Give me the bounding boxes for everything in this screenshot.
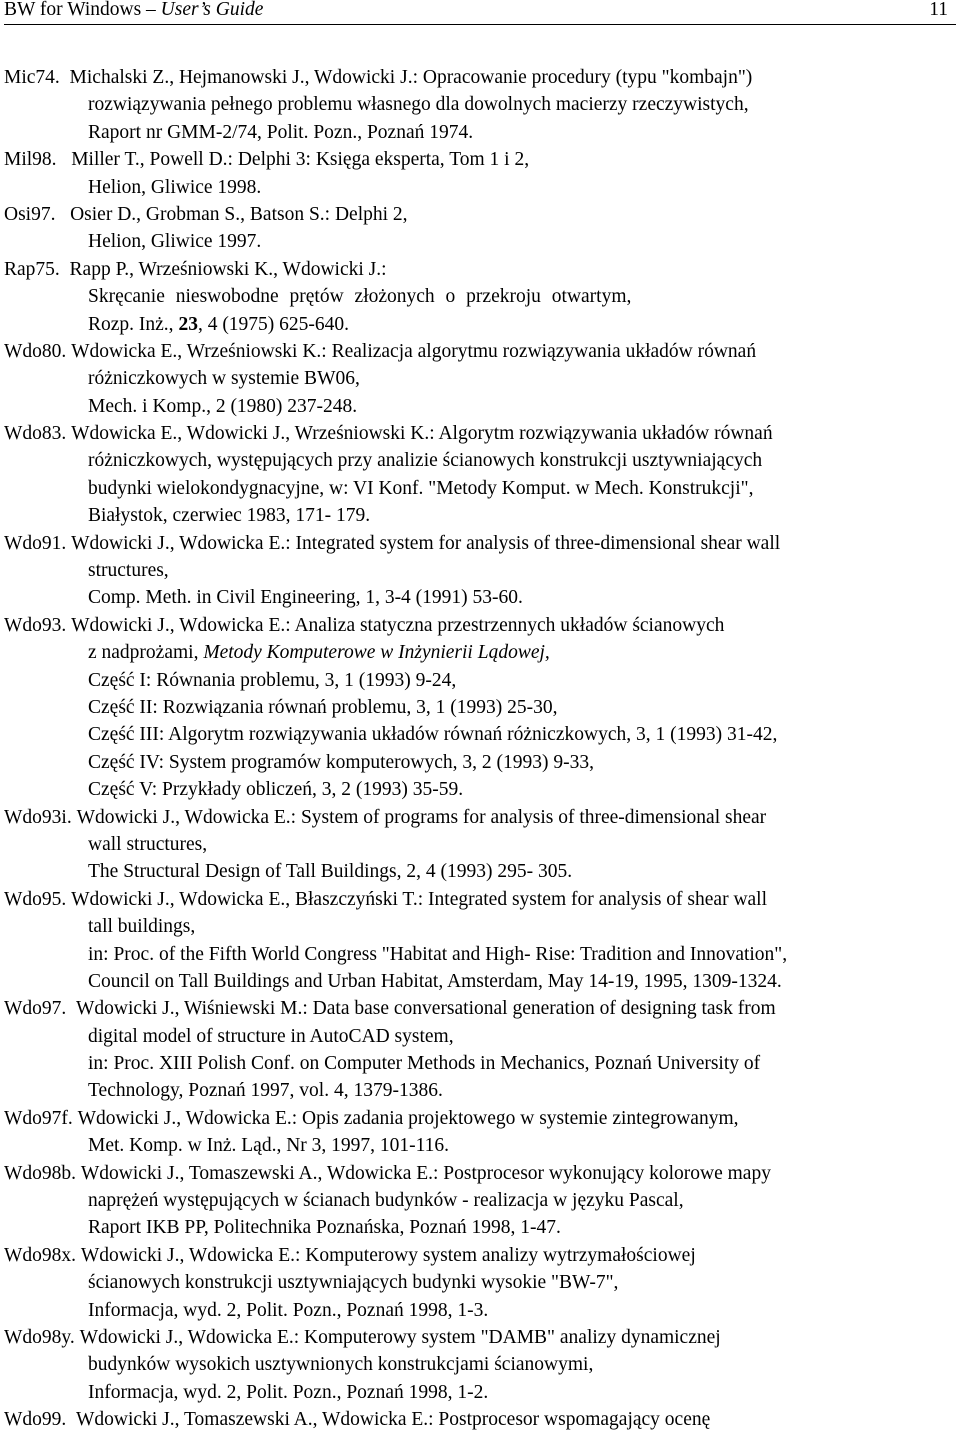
reference-text: Wdowicki J., Wdowicka E.: Opis zadania projektowego w systemie zintegrowanym, [77, 1107, 739, 1129]
reference-text: Wdowicka E., Wdowicki J., Wrześniowski K.: Algorytm rozwiązywania układów równań [71, 423, 773, 445]
reference-text: Miller T., Powell D.: Delphi 3: Księga eksperta, Tom 1 i 2, [71, 149, 530, 171]
reference-text: Council on Tall Buildings and Urban Habitat, Amsterdam, May 14-19, 1995, 1309-1324. [88, 970, 782, 992]
reference-code: Mil98. [4, 149, 57, 171]
reference-item [4, 1160, 956, 1242]
reference-text: Część III: Algorytm rozwiązywania układów równań różniczkowych, 3, 1 (1993) 31-42, [88, 724, 778, 746]
reference-text: Wdowicki J., Wdowicka E.: Komputerowy system analizy wytrzymałościowej [80, 1244, 696, 1266]
reference-text: Część I: Równania problemu, 3, 1 (1993) 9-24, [88, 669, 457, 691]
reference-text: structures, [88, 560, 169, 582]
reference-text: Białystok, czerwiec 1983, 171- 179. [88, 505, 371, 527]
reference-item [4, 256, 956, 338]
reference-list [4, 64, 956, 1434]
reference-text: Część V: Przykłady obliczeń, 3, 2 (1993) 35-59. [88, 779, 464, 801]
reference-code: Mic74. [4, 67, 60, 88]
reference-item [4, 420, 956, 530]
reference-item [4, 146, 956, 201]
reference-text: wall structures, [88, 833, 208, 855]
reference-item [4, 338, 956, 420]
reference-text: Wdowicki J., Tomaszewski A., Wdowicka E.: Postprocesor wspomagający ocenę [76, 1409, 711, 1431]
reference-code: Wdo91. [4, 532, 67, 554]
reference-text: Informacja, wyd. 2, Polit. Pozn., Poznań 1998, 1-2. [88, 1381, 489, 1403]
reference-text: Skręcanie nieswobodne prętów złożonych o przekroju otwartym, [88, 286, 632, 308]
reference-item [4, 201, 956, 256]
reference-text: rozwiązywania pełnego problemu własnego dla dowolnych macierzy rzeczywistych, [88, 94, 749, 116]
reference-text: Rozp. Inż., 23, 4 (1975) 625-640. [88, 313, 350, 335]
reference-item [4, 804, 956, 886]
reference-text: naprężeń występujących w ścianach budynków - realizacja w języku Pascal, [88, 1190, 684, 1212]
reference-text: Raport IKB PP, Politechnika Poznańska, Poznań 1998, 1-47. [88, 1217, 561, 1239]
reference-code: Wdo98x. [4, 1244, 77, 1266]
reference-text: Część IV: System programów komputerowych, 3, 2 (1993) 9-33, [88, 751, 595, 773]
reference-text: Wdowicki J., Wdowicka E., Błaszczyński T.: Integrated system for analysis of shear wall [71, 888, 768, 910]
reference-text: Osier D., Grobman S., Batson S.: Delphi 2, [70, 203, 408, 225]
journal-title: Metody Komputerowe w Inżynierii Lądowej, [203, 642, 550, 664]
reference-code: Wdo83. [4, 423, 67, 445]
reference-code: Wdo99. [4, 1409, 67, 1431]
reference-text: in: Proc. XIII Polish Conf. on Computer Methods in Mechanics, Poznań University of [88, 1053, 761, 1075]
reference-text: różniczkowych w systemie BW06, [88, 368, 360, 390]
reference-text: tall buildings, [88, 916, 196, 938]
reference-text: Helion, Gliwice 1997. [88, 231, 262, 253]
header-subtitle: User’s Guide [160, 0, 264, 20]
reference-code: Wdo93i. [4, 806, 72, 828]
reference-text: Comp. Meth. in Civil Engineering, 1, 3-4 (1991) 53-60. [88, 587, 523, 609]
reference-item [4, 530, 956, 612]
reference-text: Raport nr GMM-2/74, Polit. Pozn., Poznań 1974. [88, 121, 474, 143]
reference-code: Wdo98y. [4, 1326, 75, 1348]
reference-item [4, 1242, 956, 1324]
reference-text: Wdowicki J., Wdowicka E.: Integrated system for analysis of three-dimensional shear wall [71, 532, 781, 554]
reference-code: Wdo97. [4, 998, 67, 1020]
reference-text: Wdowicka E., Wrześniowski K.: Realizacja algorytmu rozwiązywania układów równań [71, 340, 757, 362]
volume-number: 23 [178, 313, 198, 335]
header-title: BW for Windows – User’s Guide [4, 0, 264, 20]
reference-text: z nadprożami, Metody Komputerowe w Inżynierii Lądowej, [88, 642, 550, 664]
page-number: 11 [929, 0, 948, 20]
reference-text: budynki wielokondygnacyjne, w: VI Konf. "Metody Komput. w Mech. Konstrukcji", [88, 477, 754, 499]
reference-text: Wdowicki J., Wdowicka E.: System of programs for analysis of three-dimensional shear [76, 806, 767, 828]
reference-item [4, 612, 956, 804]
reference-text: Michalski Z., Hejmanowski J., Wdowicki J.: Opracowanie procedury (typu "kombajn") [69, 67, 753, 88]
page-header [4, 0, 956, 25]
reference-text: budynków wysokich usztywnionych konstrukcjami ścianowymi, [88, 1354, 594, 1376]
reference-text: ścianowych konstrukcji usztywniających budynki wysokie "BW-7", [88, 1272, 619, 1294]
reference-item [4, 1324, 956, 1406]
reference-text: Helion, Gliwice 1998. [88, 176, 262, 198]
reference-item [4, 1105, 956, 1160]
reference-item [4, 995, 956, 1105]
reference-text: Wdowicki J., Wdowicka E.: Komputerowy system "DAMB" analizy dynamicznej [79, 1326, 721, 1348]
reference-text: in: Proc. of the Fifth World Congress "Habitat and High- Rise: Tradition and Innovation", [88, 943, 788, 965]
reference-code: Wdo93. [4, 614, 67, 636]
reference-code: Wdo97f. [4, 1107, 73, 1129]
reference-text: Informacja, wyd. 2, Polit. Pozn., Poznań 1998, 1-3. [88, 1299, 489, 1321]
reference-item [4, 886, 956, 996]
reference-item [4, 64, 956, 146]
reference-text: Wdowicki J., Wdowicka E.: Analiza statyczna przestrzennych układów ścianowych [71, 614, 725, 636]
reference-code: Osi97. [4, 203, 56, 225]
reference-text: Rapp P., Wrześniowski K., Wdowicki J.: [69, 258, 387, 280]
reference-text: Met. Komp. w Inż. Ląd., Nr 3, 1997, 101-116. [88, 1135, 450, 1157]
reference-code: Wdo95. [4, 888, 67, 910]
reference-text: Wdowicki J., Wiśniewski M.: Data base conversational generation of designing task from [76, 998, 776, 1020]
reference-text: różniczkowych, występujących przy analizie ścianowych konstrukcji usztywniających [88, 450, 763, 472]
reference-code: Wdo80. [4, 340, 67, 362]
reference-item [4, 1406, 956, 1433]
reference-text: The Structural Design of Tall Buildings, 2, 4 (1993) 295- 305. [88, 861, 573, 883]
reference-text: Technology, Poznań 1997, vol. 4, 1379-1386. [88, 1080, 443, 1102]
reference-text: digital model of structure in AutoCAD system, [88, 1025, 454, 1047]
reference-code: Rap75. [4, 258, 60, 280]
reference-text: Wdowicki J., Tomaszewski A., Wdowicka E.: Postprocesor wykonujący kolorowe mapy [80, 1162, 771, 1184]
reference-text: Część II: Rozwiązania równań problemu, 3, 1 (1993) 25-30, [88, 696, 558, 718]
reference-code: Wdo98b. [4, 1162, 77, 1184]
reference-text: Mech. i Komp., 2 (1980) 237-248. [88, 395, 358, 417]
